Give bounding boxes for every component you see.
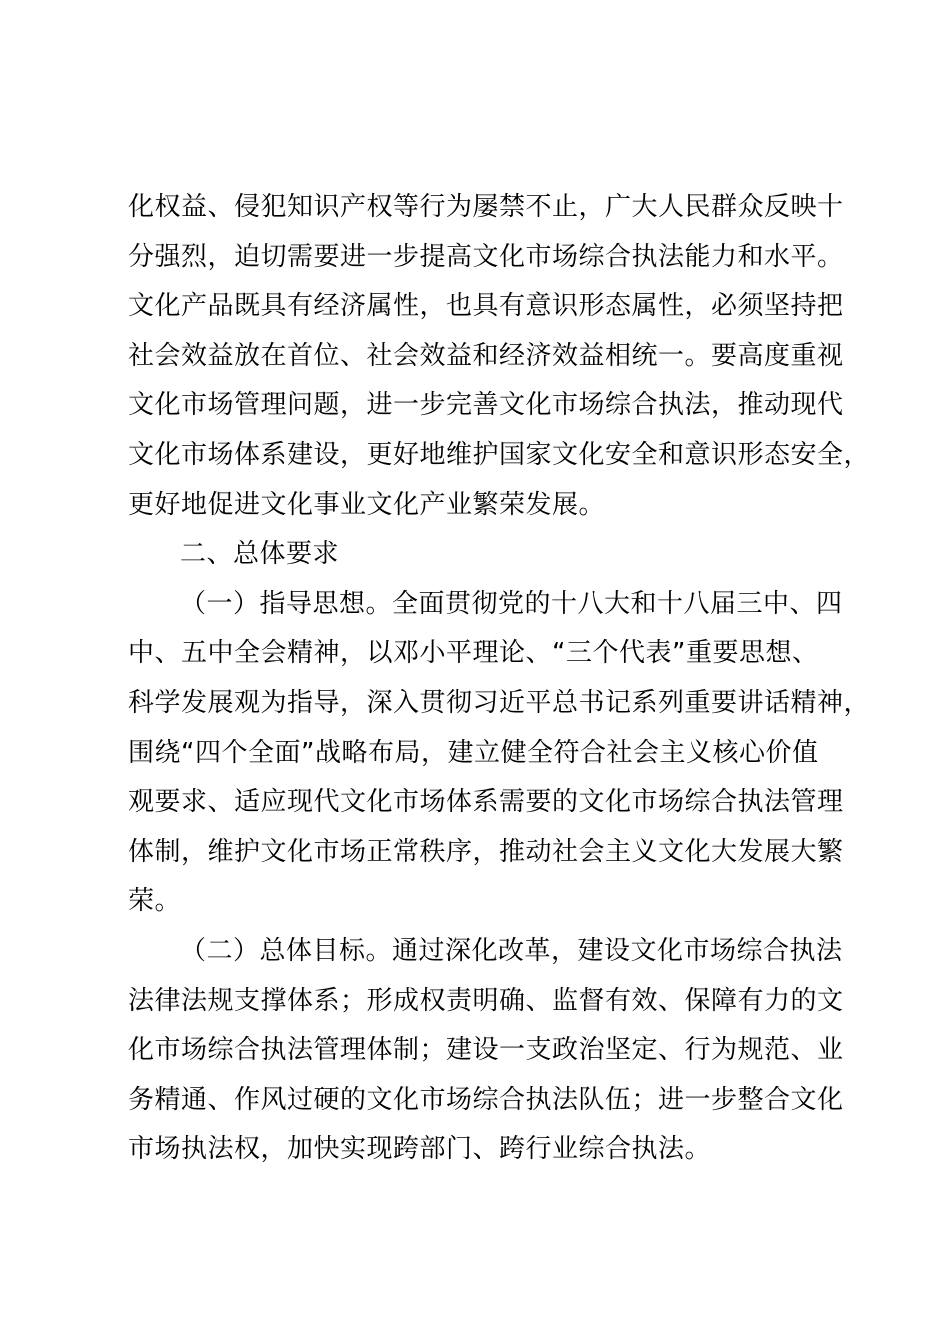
text-line: 文化产品既具有经济属性，也具有意识形态属性，必须坚持把 [128, 291, 844, 322]
text-line: 体制，维护文化市场正常秩序，推动社会主义文化大发展大繁 [128, 836, 844, 867]
text-line: 社会效益放在首位、社会效益和经济效益相统一。要高度重视 [128, 340, 844, 371]
text-line: （二）总体目标。通过深化改革，建设文化市场综合执法 [180, 935, 843, 966]
text-line: 文化市场管理问题，进一步完善文化市场综合执法，推动现代 [128, 390, 844, 421]
text-line: 分强烈，迫切需要进一步提高文化市场综合执法能力和水平。 [128, 241, 844, 272]
document-body [128, 183, 871, 1175]
text-line: 务精通、作风过硬的文化市场综合执法队伍；进一步整合文化 [128, 1084, 844, 1115]
section-heading: 二、总体要求 [180, 539, 340, 570]
text-line: 中、五中全会精神，以邓小平理论、“三个代表”重要思想、 [128, 638, 819, 669]
text-line: 观要求、适应现代文化市场体系需要的文化市场综合执法管理 [128, 787, 844, 818]
text-line: 法律法规支撑体系；形成权责明确、监督有效、保障有力的文 [128, 985, 844, 1016]
text-line: 科学发展观为指导，深入贯彻习近平总书记系列重要讲话精神， [128, 687, 871, 718]
text-line: 围绕“四个全面”战略布局，建立健全符合社会主义核心价值 [128, 737, 819, 768]
text-line: 荣。 [128, 886, 182, 917]
text-line: 化权益、侵犯知识产权等行为屡禁不止，广大人民群众反映十 [128, 192, 844, 222]
text-line: （一）指导思想。全面贯彻党的十八大和十八届三中、四 [180, 588, 843, 619]
text-line: 更好地促进文化事业文化产业繁荣发展。 [128, 489, 606, 520]
text-line: 文化市场体系建设，更好地维护国家文化安全和意识形态安全， [128, 439, 871, 470]
text-line: 市场执法权，加快实现跨部门、跨行业综合执法。 [128, 1134, 712, 1165]
text-line: 化市场综合执法管理体制；建设一支政治坚定、行为规范、业 [128, 1035, 844, 1066]
